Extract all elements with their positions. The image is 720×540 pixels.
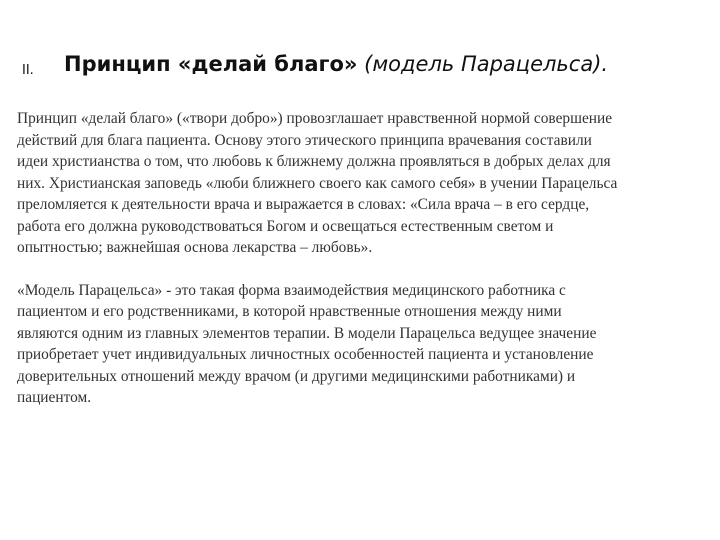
section-number: II.	[22, 63, 34, 78]
text-line: преломляется к деятельности врача и выражается в словах: «Сила врача – в его сердце,	[17, 196, 590, 213]
text-line: действий для блага пациента. Основу этого этического принципа врачевания составили	[17, 131, 592, 149]
text-line: пациентом.	[17, 389, 92, 406]
text-line: являются одним из главных элементов терапии. В модели Парацельса ведущее значение	[17, 324, 597, 342]
paragraph-principle	[17, 108, 717, 259]
text-line: доверительных отношений между врачом (и другими медицинскими работниками) и	[17, 367, 576, 385]
slide-body	[17, 108, 717, 409]
text-line: приобретает учет индивидуальных личностных особенностей пациента и установление	[17, 346, 594, 363]
text-line: опытностью; важнейшая основа лекарства – любовь».	[17, 239, 373, 256]
slide-heading	[22, 48, 712, 88]
slide-title	[64, 52, 608, 76]
title-main: Принцип «делай благо»	[64, 52, 358, 76]
text-line: работа его должна руководствоваться Богом и освещаться естественным светом и	[17, 217, 554, 235]
text-line: Принцип «делай благо» («твори добро») провозглашает нравственной нормой совершение	[17, 110, 613, 127]
text-line: «Модель Парацельса» - это такая форма взаимодействия медицинского работника с	[17, 281, 566, 299]
text-line: них. Христианская заповедь «люби ближнего своего как самого себя» в учении Парацельса	[17, 174, 618, 192]
paragraph-model	[17, 280, 707, 409]
title-subtitle: (модель Парацельса).	[357, 52, 609, 76]
text-line: пациентом и его родственниками, в которой нравственные отношения между ними	[17, 303, 562, 320]
text-line: идеи христианства о том, что любовь к ближнему должна проявляться в добрых делах для	[17, 153, 611, 170]
